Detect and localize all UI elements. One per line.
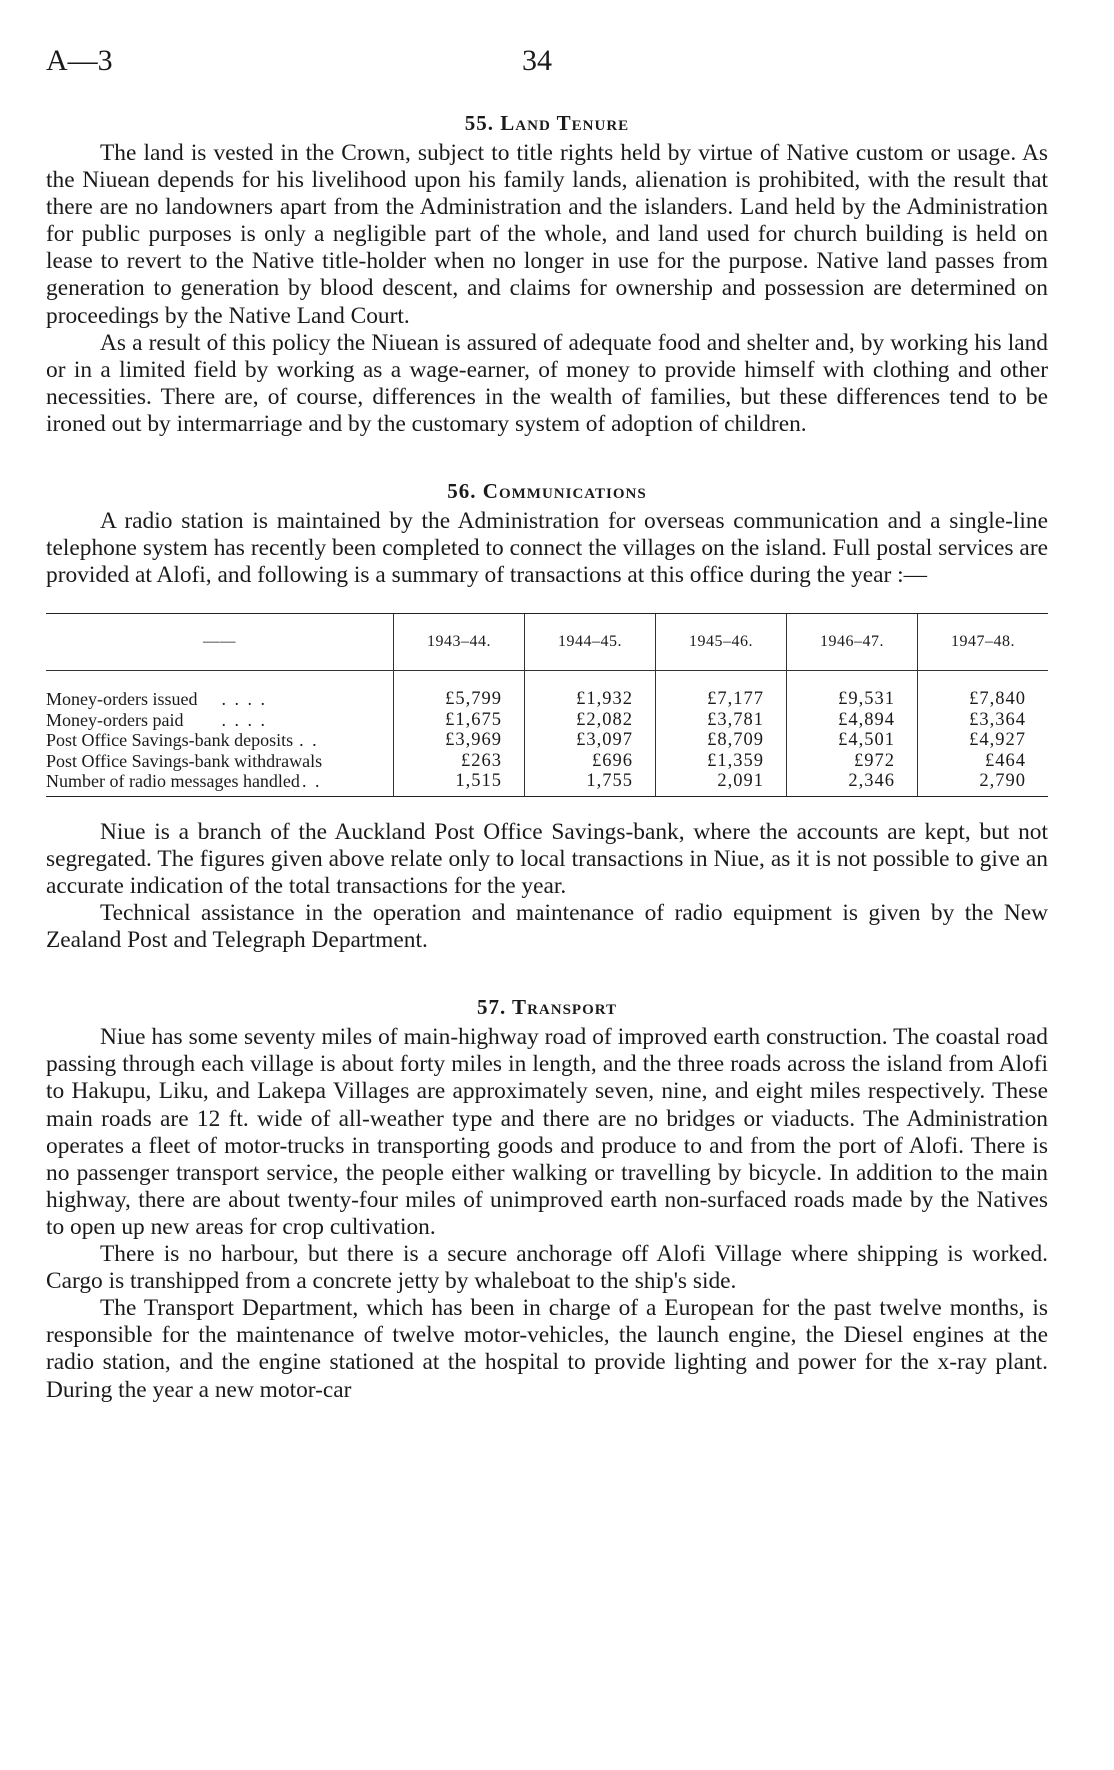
paragraph: Niue has some seventy miles of main-highway road of improved earth construction. The coastal road passing through each village is about forty miles in length, and the three roads across the island from Alofi to Hakupu, Liku, and Lakepa Villages are approximately seven, nine, and eight miles respectively. These main roads are 12 ft. wide of all-weather type and there are no bridges or viaducts. The Administration operates a fleet of motor-trucks in transporting goods and produce to and from the port of Alofi. There is no passenger transport service, the people either walking or travelling by bicycle. In addition to the main highway, there are about twenty-four miles of unimproved earth non-surfaced roads made by the Natives to open up new areas for crop cultivation. <box>46 1024 1048 1240</box>
table-cell: £4,927 <box>917 730 1048 751</box>
section-heading: 57. Transport <box>476 995 618 1020</box>
section-transport <box>46 994 1048 1403</box>
paragraph: Technical assistance in the operation and maintenance of radio equipment is given by the New Zealand Post and Telegraph Department. <box>46 900 1048 954</box>
row-label: Number of radio messages handled . . <box>46 771 322 792</box>
section-communications <box>46 478 1048 954</box>
table-cell: £5,799 <box>394 689 525 710</box>
paragraph: The land is vested in the Crown, subject to title rights held by virtue of Native custom or usage. As the Niuean depends for his livelihood upon his family lands, alienation is prohibited, with the result that there are no landowners apart from the Administration and the islanders. Land held by the Administration for public purposes is only a negligible part of the whole, and land used for church building is held on lease to revert to the Native title-holder when no longer in use for the purpose. Native land passes from generation to generation by blood descent, and claims for ownership and possession are determined on proceedings by the Native Land Court. <box>46 140 1048 329</box>
page-header <box>46 0 1048 110</box>
table-cell: £263 <box>394 751 525 772</box>
paragraph: A radio station is maintained by the Administration for overseas communication and a single-line telephone system has recently been completed to connect the villages on the island. Full postal services are provided at Alofi, and following is a summary of transactions at this office during the year :— <box>46 508 1048 589</box>
paragraph: The Transport Department, which has been in charge of a European for the past twelve months, is responsible for the maintenance of twelve motor-vehicles, the launch engine, the Diesel engines at the radio station, and the engine stationed at the hospital to provide lighting and power for the x-ray plant. During the year a new motor-car <box>46 1295 1048 1403</box>
table-cell: 2,790 <box>917 771 1048 796</box>
row-label: Money-orders issued . . . . <box>46 689 267 710</box>
table-row <box>46 771 1048 796</box>
table-cell: £3,364 <box>917 710 1048 731</box>
row-label: Post Office Savings-bank withdrawals <box>46 750 323 771</box>
table-cell: £464 <box>917 751 1048 772</box>
year-header: 1947–48. <box>917 614 1048 671</box>
table-cell: 2,346 <box>786 771 917 796</box>
table-cell: £4,894 <box>786 710 917 731</box>
document-reference: A—3 <box>46 44 113 77</box>
table-corner-header: —— <box>46 614 394 671</box>
table-row <box>46 751 1048 772</box>
table-header-row <box>46 614 1048 671</box>
table-cell: £3,097 <box>525 730 656 751</box>
table-cell: 1,755 <box>525 771 656 796</box>
section-heading: 56. Communications <box>447 479 647 504</box>
paragraph: As a result of this policy the Niuean is assured of adequate food and shelter and, by working his land or in a limited field by working as a wage-earner, of money to provide himself with clothing and other necessities. There are, of course, differences in the wealth of families, but these differences tend to be ironed out by intermarriage and by the customary system of adoption of children. <box>46 329 1048 437</box>
section-heading: 55. Land Tenure <box>464 111 630 135</box>
year-header: 1945–46. <box>655 614 786 671</box>
table-cell: £3,969 <box>394 730 525 751</box>
table-row <box>46 730 1048 751</box>
table-cell: £696 <box>525 751 656 772</box>
section-land-tenure <box>46 110 1048 438</box>
year-header: 1946–47. <box>786 614 917 671</box>
table-cell: £3,781 <box>655 710 786 731</box>
table-cell: £1,675 <box>394 710 525 731</box>
table-cell: £1,359 <box>655 751 786 772</box>
document-page <box>46 0 1048 1404</box>
table-cell: £4,501 <box>786 730 917 751</box>
row-label: Post Office Savings-bank deposits . . <box>46 730 319 751</box>
table-cell: £7,177 <box>655 689 786 710</box>
table-cell: £972 <box>786 751 917 772</box>
table-cell: £8,709 <box>655 730 786 751</box>
table-row <box>46 689 1048 710</box>
paragraph: Niue is a branch of the Auckland Post Office Savings-bank, where the accounts are kept, but not segregated. The figures given above relate only to local transactions in Niue, as it is not possible to give an accurate indication of the total transactions for the year. <box>46 818 1048 899</box>
year-header: 1943–44. <box>394 614 525 671</box>
table-row <box>46 710 1048 731</box>
transactions-table <box>46 613 1048 797</box>
paragraph: There is no harbour, but there is a secure anchorage off Alofi Village where shipping is worked. Cargo is transhipped from a concrete jetty by whaleboat to the ship's side. <box>46 1241 1048 1295</box>
table-cell: £7,840 <box>917 689 1048 710</box>
table-cell: £2,082 <box>525 710 656 731</box>
page-number: 34 <box>522 44 552 77</box>
year-header: 1944–45. <box>525 614 656 671</box>
table-cell: 1,515 <box>394 771 525 796</box>
table-cell: £1,932 <box>525 689 656 710</box>
row-label: Money-orders paid . . . . <box>46 709 267 730</box>
table-cell: £9,531 <box>786 689 917 710</box>
table-cell: 2,091 <box>655 771 786 796</box>
